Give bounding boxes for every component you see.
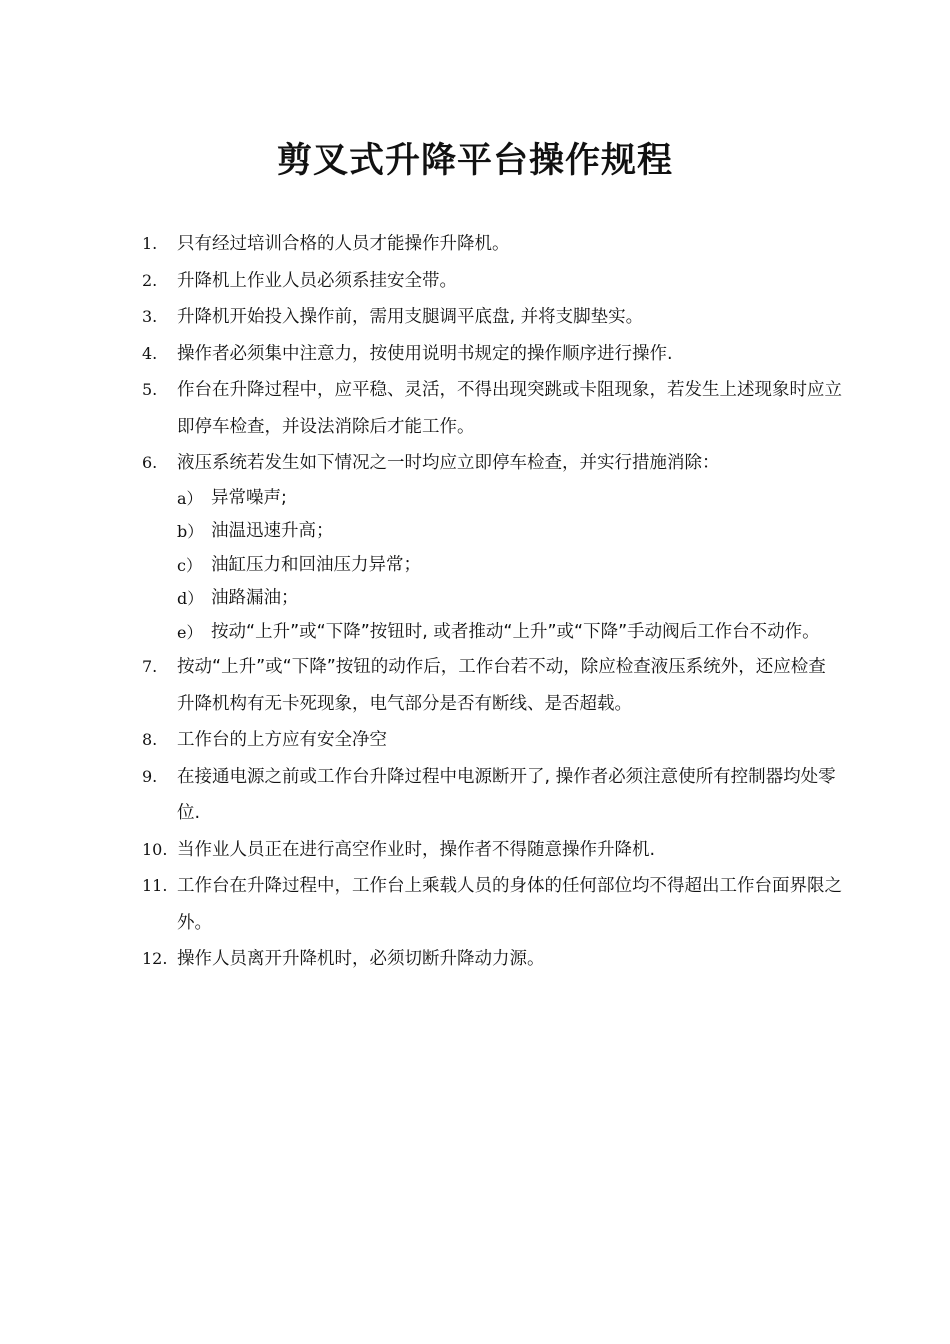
item-number: 7.	[142, 657, 158, 676]
item-number: 12.	[142, 949, 168, 968]
item-number: 8.	[142, 730, 158, 749]
item-number: 6.	[142, 453, 158, 472]
list-item-6	[142, 445, 842, 649]
subitem-letter: c）	[177, 555, 202, 575]
list-item-1	[142, 226, 842, 263]
item-number: 4.	[142, 343, 158, 363]
subitem-text: 异常噪声;	[211, 487, 287, 508]
list-item-11	[142, 868, 842, 941]
item-text: 工作台在升降过程中，工作台上乘载人员的身体的任何部位均不得超出工作台面界限之外。	[177, 876, 842, 933]
sublist-item-c	[177, 549, 842, 583]
list-item-9	[142, 759, 842, 832]
document-title: 剪叉式升降平台操作规程	[276, 141, 673, 181]
subitem-text: 按动“上升”或“下降”按钮时, 或者推动“上升”或“下降”手动阀后工作台不动作。	[211, 621, 820, 642]
list-item-5	[142, 372, 842, 445]
subitem-text: 油温迅速升高；	[211, 521, 334, 541]
item-number: 11.	[142, 876, 168, 895]
hydraulic-fault-sublist	[177, 482, 842, 650]
sublist-item-e	[177, 616, 842, 650]
list-item-10	[142, 832, 842, 869]
item-text: 只有经过培训合格的人员才能操作升降机。	[177, 234, 510, 254]
item-text: 工作台的上方应有安全净空	[177, 730, 387, 750]
item-text: 当作业人员正在进行高空作业时，操作者不得随意操作升降机.	[177, 839, 656, 860]
item-number: 10.	[142, 839, 168, 859]
item-number: 1.	[142, 234, 158, 253]
subitem-letter: d）	[177, 589, 204, 608]
sublist-item-a	[177, 482, 842, 516]
procedure-list	[142, 226, 842, 978]
item-text: 作台在升降过程中，应平稳、灵活，不得出现突跳或卡阻现象，若发生上述现象时应立即停车检查，并设法消除后才能工作。	[177, 380, 842, 437]
subitem-text: 油缸压力和回油压力异常；	[211, 554, 421, 575]
item-number: 5.	[142, 380, 158, 399]
list-item-8	[142, 722, 842, 759]
subitem-text: 油路漏油；	[211, 588, 299, 608]
item-text: 操作者必须集中注意力，按使用说明书规定的操作顺序进行操作.	[177, 343, 673, 364]
list-item-3	[142, 299, 842, 336]
sublist-item-d	[177, 582, 842, 616]
item-number: 2.	[142, 270, 158, 290]
item-text: 按动“上升”或“下降”按钮的动作后，工作台若不动，除应检查液压系统外，还应检查升降机构有无卡死现象，电气部分是否有断线、是否超载。	[177, 657, 826, 714]
item-text: 操作人员离开升降机时，必须切断升降动力源。	[177, 949, 545, 969]
item-text: 升降机上作业人员必须系挂安全带。	[177, 270, 457, 291]
subitem-letter: b）	[177, 522, 204, 541]
subitem-letter: e）	[177, 622, 203, 642]
item-text: 在接通电源之前或工作台升降过程中电源断开了, 操作者必须注意使所有控制器均处零位.	[177, 766, 836, 823]
list-item-7	[142, 649, 842, 722]
list-item-12	[142, 941, 842, 978]
list-item-4	[142, 336, 842, 373]
subitem-letter: a）	[177, 488, 203, 508]
item-number: 3.	[142, 307, 158, 326]
item-text: 升降机开始投入操作前，需用支腿调平底盘, 并将支脚垫实。	[177, 307, 644, 327]
list-item-2	[142, 263, 842, 300]
sublist-item-b	[177, 515, 842, 549]
item-text: 液压系统若发生如下情况之一时均应立即停车检查，并实行措施消除：	[177, 453, 720, 473]
item-number: 9.	[142, 766, 158, 786]
